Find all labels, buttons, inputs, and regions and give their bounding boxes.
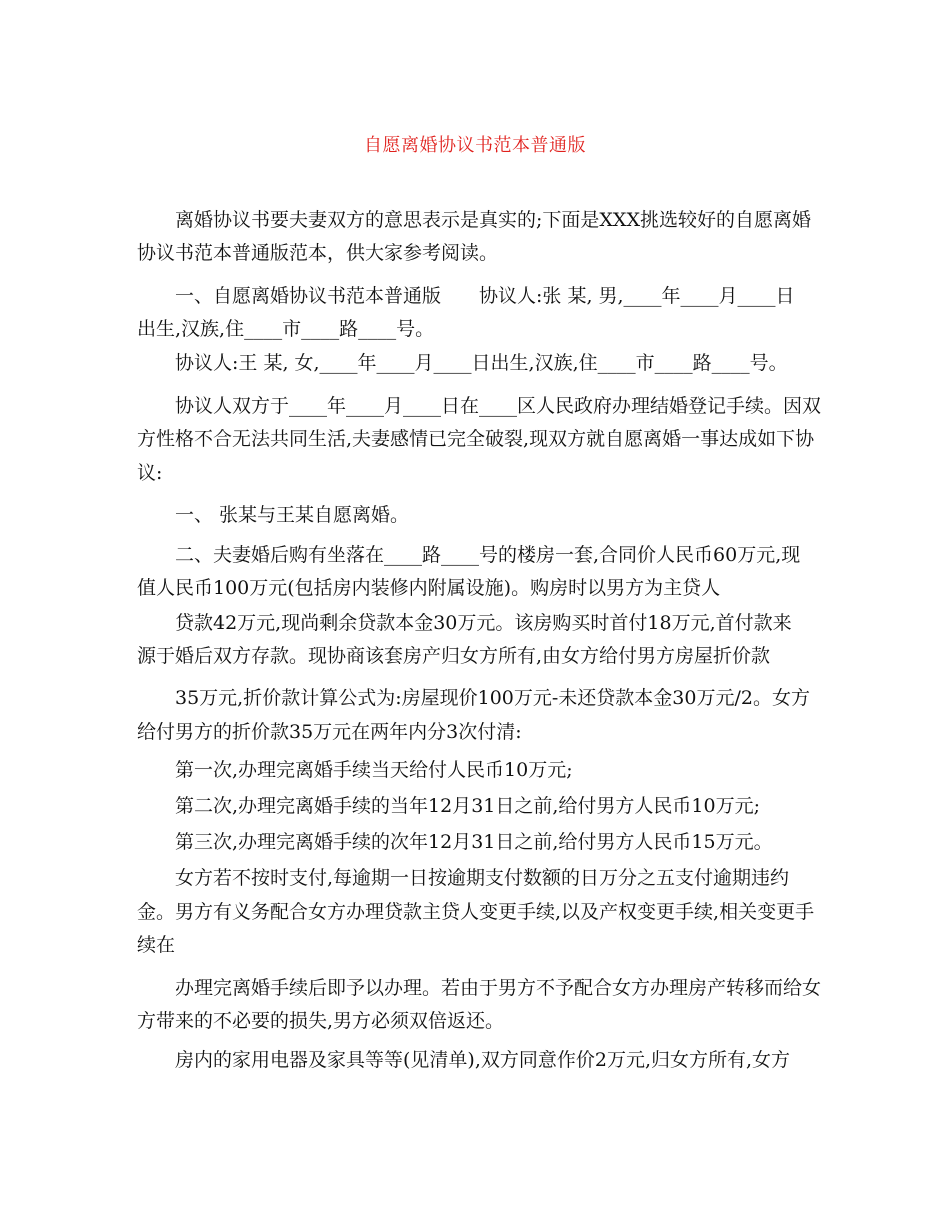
paragraph-line: 出生,汉族,住____市____路____号。: [137, 318, 435, 340]
document-title: 自愿离婚协议书范本普通版: [364, 135, 586, 156]
paragraph-line: 办理完离婚手续后即予以办理。若由于男方不予配合女方办理房产转移而给女: [175, 977, 822, 999]
paragraph-line: 女方若不按时支付,每逾期一日按逾期支付数额的日万分之五支付逾期违约: [175, 867, 790, 889]
paragraph-line: 二、夫妻婚后购有坐落在____路____号的楼房一套,合同价人民币60万元,现: [175, 544, 801, 566]
paragraph-line: 第三次,办理完离婚手续的次年12月31日之前,给付男方人民币15万元。: [175, 831, 773, 853]
paragraph-line: 协议人双方于____年____月____日在____区人民政府办理结婚登记手续。因双: [175, 395, 822, 417]
paragraph-line: 第一次,办理完离婚手续当天给付人民币10万元;: [175, 759, 573, 781]
paragraph-line: 源于婚后双方存款。现协商该套房产归女方所有,由女方给付男方房屋折价款: [137, 645, 771, 667]
paragraph-line: 给付男方的折价款35万元在两年内分3次付清:: [137, 721, 522, 743]
paragraph-line: 金。男方有义务配合女方办理贷款主贷人变更手续,以及产权变更手续,相关变更手: [137, 901, 815, 923]
paragraph-line: 值人民币100万元(包括房内装修内附属设施)。购房时以男方为主贷人: [137, 577, 721, 599]
paragraph-line: 贷款42万元,现尚剩余贷款本金30万元。该房购买时首付18万元,首付款来: [175, 612, 792, 634]
paragraph-line: 协议人:王 某, 女,____年____月____日出生,汉族,住____市____路____号。: [175, 352, 788, 374]
paragraph-line: 房内的家用电器及家具等等(见清单),双方同意作价2万元,归女方所有,女方: [175, 1049, 791, 1071]
paragraph-line: 方性格不合无法共同生活,夫妻感情已完全破裂,现双方就自愿离婚一事达成如下协: [137, 428, 815, 450]
paragraph-line: 续在: [137, 934, 176, 956]
paragraph-line: 议:: [137, 462, 163, 484]
paragraph-line: 方带来的不必要的损失,男方必须双倍返还。: [137, 1010, 505, 1032]
paragraph-line: 35万元,折价款计算公式为:房屋现价100万元-未还贷款本金30万元/2。女方: [175, 687, 810, 709]
paragraph-line: 协议书范本普通版范本，供大家参考阅读。: [137, 242, 499, 264]
paragraph-line: 离婚协议书要夫妻双方的意思表示是真实的;下面是XXX挑选较好的自愿离婚: [175, 209, 811, 231]
paragraph-line: 第二次,办理完离婚手续的当年12月31日之前,给付男方人民币10万元;: [175, 795, 761, 817]
paragraph-line: 一、自愿离婚协议书范本普通版 协议人:张 某, 男,____年____月____日: [175, 285, 795, 307]
paragraph-line: 一、 张某与王某自愿离婚。: [175, 504, 410, 526]
